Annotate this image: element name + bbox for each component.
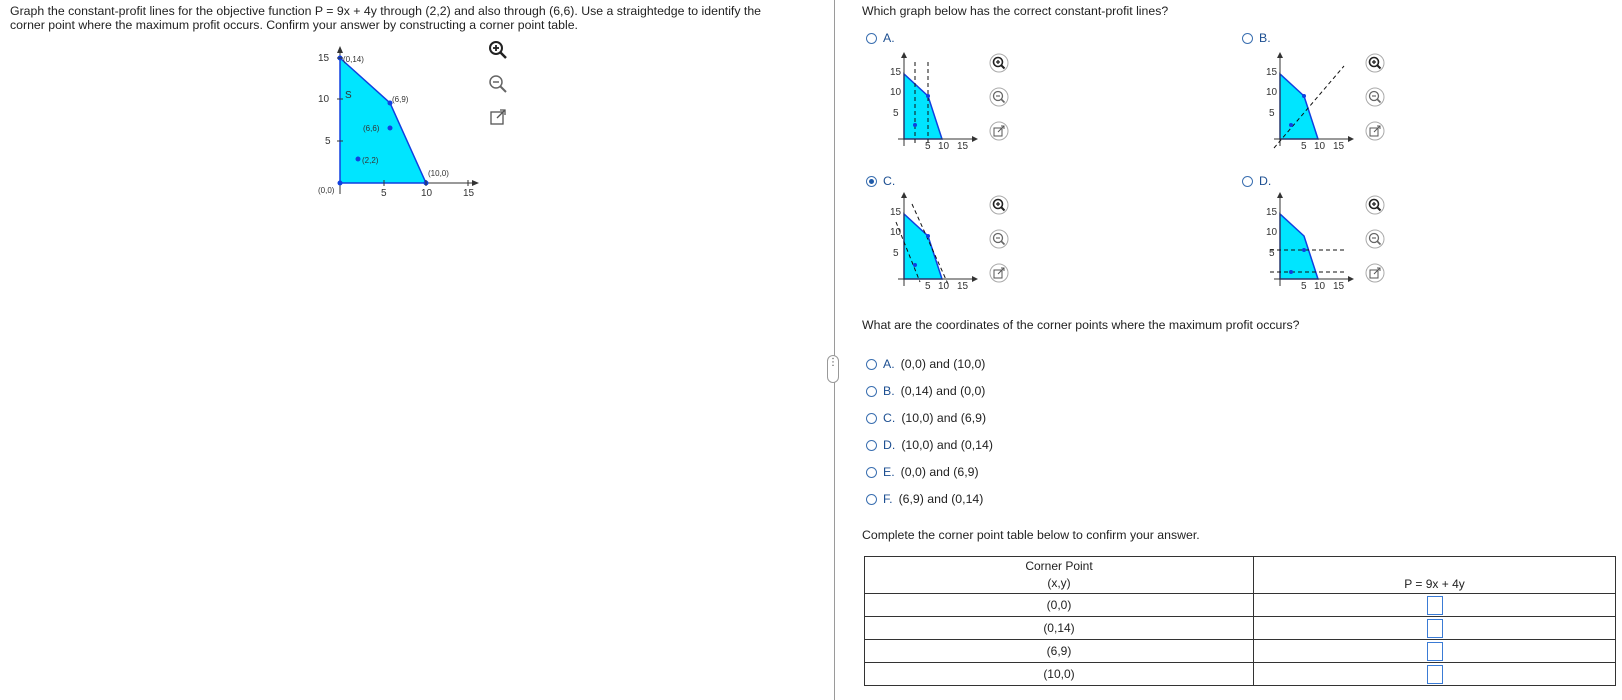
x-tick-label: 15 — [463, 188, 475, 199]
table-row — [865, 663, 1616, 686]
radio-button[interactable] — [866, 494, 877, 505]
option-d-zoom-out[interactable] — [1365, 229, 1385, 249]
label-6-6: (6,6) — [363, 124, 380, 133]
option-b-popout[interactable] — [1365, 121, 1385, 141]
zoom-out-icon — [1365, 229, 1385, 249]
x-axis-arrow — [472, 180, 479, 186]
radio-button[interactable] — [866, 386, 877, 397]
q2-option-b[interactable] — [866, 384, 985, 398]
y-tick-label: 10 — [890, 87, 902, 98]
profit-cell — [1254, 617, 1616, 640]
x-tick-label: 5 — [925, 141, 931, 152]
option-b-zoom-out[interactable] — [1365, 87, 1385, 107]
x-tick-label: 5 — [1301, 281, 1307, 292]
q2-option-d[interactable] — [866, 438, 993, 452]
option-d-zoom-in[interactable] — [1365, 195, 1385, 215]
profit-input[interactable] — [1427, 596, 1443, 615]
label-0-14: (0,14) — [343, 55, 364, 64]
x-tick-label: 15 — [957, 281, 969, 292]
x-tick-label: 10 — [421, 188, 433, 199]
q2-option-e[interactable] — [866, 465, 979, 479]
y-tick-label: 15 — [1266, 67, 1278, 78]
q2-option-a[interactable] — [866, 357, 985, 371]
x-tick-label: 5 — [925, 281, 931, 292]
label-6-9: (6,9) — [392, 95, 409, 104]
corner-point-cell: (0,14) — [865, 617, 1254, 640]
radio-button[interactable] — [866, 467, 877, 478]
y-axis-arrow — [337, 46, 343, 53]
profit-input[interactable] — [1427, 665, 1443, 684]
profit-cell — [1254, 594, 1616, 617]
header-line-2: (x,y) — [1047, 576, 1071, 590]
y-tick-label: 15 — [890, 207, 902, 218]
corner-point-table — [864, 556, 1616, 686]
zoom-in-icon — [989, 195, 1009, 215]
table-row — [865, 617, 1616, 640]
main-graph-zoom-out[interactable] — [488, 74, 508, 94]
q1-option-a[interactable] — [866, 31, 901, 45]
y-tick-label: 10 — [890, 227, 902, 238]
prompt-line-2: corner point where the maximum profit occurs. Confirm your answer by constructing a corner point table. — [10, 18, 578, 32]
option-text: (0,14) and (0,0) — [900, 384, 986, 398]
zoom-out-icon — [989, 229, 1009, 249]
x-tick-label: 10 — [938, 141, 950, 152]
y-tick-label: 5 — [893, 248, 899, 259]
corner-point-cell: (10,0) — [865, 663, 1254, 686]
y-tick-label: 5 — [893, 108, 899, 119]
option-a-zoom-out[interactable] — [989, 87, 1009, 107]
region-label: S — [345, 90, 352, 101]
option-c-zoom-out[interactable] — [989, 229, 1009, 249]
popout-icon — [1365, 263, 1385, 283]
radio-button[interactable] — [866, 440, 877, 451]
point-6-6 — [388, 126, 393, 131]
x-tick-label: 15 — [1333, 281, 1345, 292]
zoom-in-icon — [488, 40, 508, 60]
header-line-1: Corner Point — [1025, 559, 1093, 573]
profit-input[interactable] — [1427, 642, 1443, 661]
profit-cell — [1254, 640, 1616, 663]
zoom-out-icon — [1365, 87, 1385, 107]
header-corner-point — [865, 557, 1254, 594]
option-text: (0,0) and (10,0) — [900, 357, 986, 371]
option-c-zoom-in[interactable] — [989, 195, 1009, 215]
table-instruction: Complete the corner point table below to confirm your answer. — [862, 528, 1200, 542]
option-b-zoom-in[interactable] — [1365, 53, 1385, 73]
feasible-region — [340, 58, 426, 183]
popout-icon — [1365, 121, 1385, 141]
q1-option-d[interactable] — [1242, 174, 1277, 188]
x-tick-label: 5 — [381, 188, 387, 199]
zoom-out-icon — [989, 87, 1009, 107]
option-d-popout[interactable] — [1365, 263, 1385, 283]
option-letter: E. — [883, 465, 895, 479]
option-letter: D. — [883, 438, 896, 452]
y-tick-label: 10 — [1266, 87, 1278, 98]
x-tick-label: 10 — [938, 281, 950, 292]
option-text: (6,9) and (0,14) — [898, 492, 984, 506]
corner-point-cell: (0,0) — [865, 594, 1254, 617]
x-tick-label: 10 — [1314, 281, 1326, 292]
option-a-popout[interactable] — [989, 121, 1009, 141]
option-c-popout[interactable] — [989, 263, 1009, 283]
profit-cell — [1254, 663, 1616, 686]
q1-text: Which graph below has the correct constant-profit lines? — [862, 4, 1169, 18]
main-graph-zoom-in[interactable] — [488, 40, 508, 60]
option-letter: C. — [883, 411, 896, 425]
popout-icon — [489, 108, 507, 126]
y-tick-label: 5 — [325, 136, 331, 147]
header-profit: P = 9x + 4y — [1254, 557, 1616, 594]
option-c-graph — [878, 192, 978, 292]
y-tick-label: 10 — [318, 94, 330, 105]
zoom-in-icon — [989, 53, 1009, 73]
radio-button[interactable] — [1242, 176, 1253, 187]
pane-resize-handle[interactable]: ⋮ — [827, 355, 839, 383]
zoom-in-icon — [1365, 195, 1385, 215]
profit-input[interactable] — [1427, 619, 1443, 638]
y-tick-label: 15 — [890, 67, 902, 78]
y-tick-label: 10 — [1266, 227, 1278, 238]
x-tick-label: 10 — [1314, 141, 1326, 152]
option-text: (10,0) and (6,9) — [901, 411, 987, 425]
table-row — [865, 640, 1616, 663]
point-0-0 — [338, 181, 343, 186]
q2-text: What are the coordinates of the corner points where the maximum profit occurs? — [862, 318, 1300, 332]
point-2-2 — [356, 157, 361, 162]
option-letter: B. — [883, 384, 895, 398]
table-row — [865, 594, 1616, 617]
y-tick-label: 15 — [1266, 207, 1278, 218]
option-letter: A. — [883, 357, 895, 371]
y-tick-label: 5 — [1269, 108, 1275, 119]
zoom-out-icon — [488, 74, 508, 94]
problem-prompt — [10, 4, 810, 32]
radio-button[interactable] — [866, 359, 877, 370]
q2-option-c[interactable] — [866, 411, 986, 425]
corner-point-cell: (6,9) — [865, 640, 1254, 663]
x-tick-label: 5 — [1301, 141, 1307, 152]
label-10-0: (10,0) — [428, 169, 449, 178]
main-graph-popout[interactable] — [489, 108, 507, 126]
option-text: (10,0) and (0,14) — [901, 438, 993, 452]
option-letter: C. — [883, 174, 896, 188]
y-tick-label: 15 — [318, 53, 330, 64]
prompt-line-1: Graph the constant-profit lines for the objective function P = 9x + 4y through (2,2) and also through (6,6). Use a straightedge to identify the — [10, 4, 762, 18]
option-letter: D. — [1259, 174, 1272, 188]
q1-option-b[interactable] — [1242, 31, 1277, 45]
zoom-in-icon — [1365, 53, 1385, 73]
origin-label: (0,0) — [318, 186, 335, 195]
feasible-region-graph — [318, 44, 488, 204]
y-tick-label: 5 — [1269, 248, 1275, 259]
radio-button[interactable] — [866, 413, 877, 424]
option-a-zoom-in[interactable] — [989, 53, 1009, 73]
x-tick-label: 15 — [957, 141, 969, 152]
table-header-row — [865, 557, 1616, 594]
label-2-2: (2,2) — [362, 156, 379, 165]
x-tick-label: 15 — [1333, 141, 1345, 152]
popout-icon — [989, 121, 1009, 141]
radio-button[interactable] — [1242, 33, 1253, 44]
option-text: (0,0) and (6,9) — [900, 465, 979, 479]
option-letter: A. — [883, 31, 895, 45]
pane-divider — [834, 0, 835, 700]
popout-icon — [989, 263, 1009, 283]
q1-option-c[interactable] — [866, 174, 901, 188]
option-a-graph — [878, 52, 978, 152]
q2-option-f[interactable] — [866, 492, 983, 506]
option-letter: F. — [883, 492, 893, 506]
option-d-graph — [1254, 192, 1354, 292]
radio-button-selected[interactable] — [866, 176, 877, 187]
option-letter: B. — [1259, 31, 1271, 45]
radio-button[interactable] — [866, 33, 877, 44]
option-b-graph — [1254, 52, 1354, 152]
